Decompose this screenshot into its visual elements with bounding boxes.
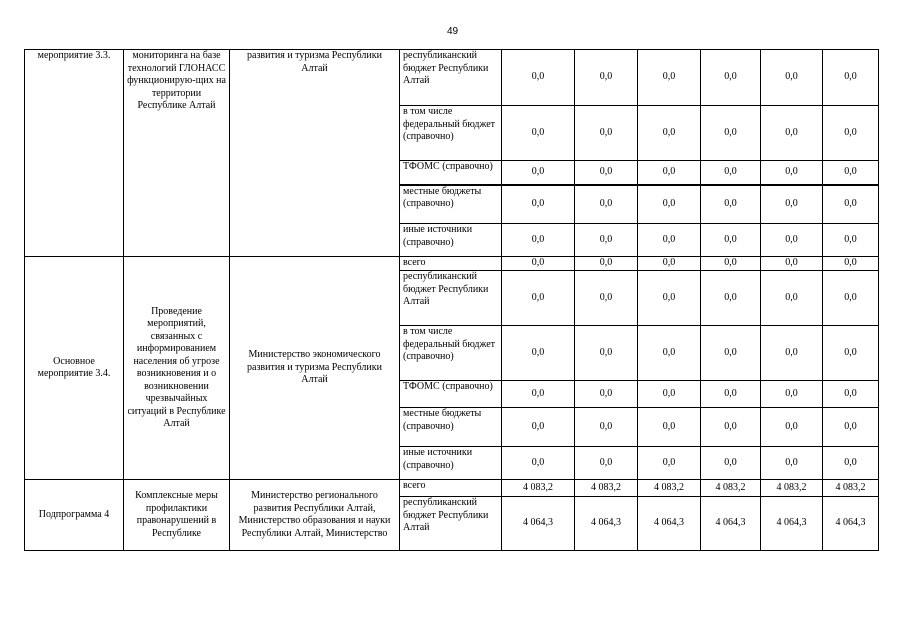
value-cell: 0,0 (761, 326, 823, 381)
value-cell: 0,0 (761, 408, 823, 447)
value-cell: 0,0 (502, 50, 575, 106)
value-cell: 0,0 (638, 257, 701, 271)
executor-cell: развития и туризма Республики Алтай (230, 50, 400, 257)
value-cell: 0,0 (823, 161, 879, 185)
funding-source-cell: республиканский бюджет Республики Алтай (400, 50, 502, 106)
value-cell: 0,0 (575, 185, 638, 224)
description-cell: Проведение мероприятий, связанных с информированием населения об угрозе возникновения и о возникновении чрезвычайных ситуаций в Республике Алтай (124, 257, 230, 480)
value-cell: 0,0 (701, 326, 761, 381)
value-cell: 0,0 (701, 257, 761, 271)
value-cell: 4 064,3 (761, 497, 823, 551)
value-cell: 4 064,3 (638, 497, 701, 551)
value-cell: 0,0 (502, 257, 575, 271)
value-cell: 0,0 (823, 326, 879, 381)
value-cell: 0,0 (638, 185, 701, 224)
activity-cell: мероприятие 3.3. (25, 50, 124, 257)
value-cell: 0,0 (575, 381, 638, 408)
value-cell: 4 083,2 (823, 480, 879, 497)
value-cell: 0,0 (502, 408, 575, 447)
value-cell: 0,0 (638, 106, 701, 161)
value-cell: 0,0 (823, 50, 879, 106)
value-cell: 0,0 (701, 447, 761, 480)
page-number: 49 (446, 26, 459, 37)
funding-source-cell: республиканский бюджет Республики Алтай (400, 271, 502, 326)
funding-source-cell: республиканский бюджет Республики Алтай (400, 497, 502, 551)
value-cell: 0,0 (638, 50, 701, 106)
value-cell: 0,0 (761, 224, 823, 257)
value-cell: 0,0 (502, 161, 575, 185)
funding-source-cell: местные бюджеты (справочно) (400, 408, 502, 447)
funding-source-cell: иные источники (справочно) (400, 447, 502, 480)
value-cell: 0,0 (575, 271, 638, 326)
value-cell: 0,0 (761, 185, 823, 224)
value-cell: 0,0 (575, 50, 638, 106)
value-cell: 0,0 (575, 408, 638, 447)
value-cell: 0,0 (823, 381, 879, 408)
value-cell: 0,0 (701, 408, 761, 447)
value-cell: 0,0 (701, 224, 761, 257)
value-cell: 4 083,2 (502, 480, 575, 497)
description-cell: Комплексные меры профилактики правонарушений в Республике (124, 480, 230, 551)
value-cell: 4 064,3 (502, 497, 575, 551)
value-cell: 0,0 (575, 161, 638, 185)
value-cell: 4 083,2 (575, 480, 638, 497)
activity-cell: Основное мероприятие 3.4. (25, 257, 124, 480)
funding-source-cell: всего (400, 257, 502, 271)
value-cell: 0,0 (575, 447, 638, 480)
value-cell: 0,0 (701, 106, 761, 161)
value-cell: 0,0 (823, 408, 879, 447)
value-cell: 0,0 (823, 271, 879, 326)
executor-cell: Министерство регионального развития Республики Алтай, Министерство образования и науки Республики Алтай, Министерство (230, 480, 400, 551)
funding-source-cell: в том числе федеральный бюджет (справочно) (400, 326, 502, 381)
value-cell: 4 083,2 (701, 480, 761, 497)
value-cell: 0,0 (502, 447, 575, 480)
funding-source-cell: ТФОМС (справочно) (400, 161, 502, 185)
value-cell: 0,0 (761, 271, 823, 326)
executor-cell: Министерство экономического развития и туризма Республики Алтай (230, 257, 400, 480)
value-cell: 0,0 (761, 106, 823, 161)
value-cell: 0,0 (823, 106, 879, 161)
value-cell: 0,0 (823, 257, 879, 271)
value-cell: 0,0 (575, 224, 638, 257)
value-cell: 0,0 (638, 326, 701, 381)
funding-source-cell: всего (400, 480, 502, 497)
value-cell: 0,0 (502, 326, 575, 381)
value-cell: 0,0 (761, 257, 823, 271)
value-cell: 0,0 (575, 106, 638, 161)
value-cell: 0,0 (502, 271, 575, 326)
table-body (25, 50, 879, 551)
value-cell: 0,0 (823, 224, 879, 257)
table-row (25, 50, 879, 106)
description-cell: мониторинга на базе технологий ГЛОНАСС функционирую-щих на территории Республике Алтай (124, 50, 230, 257)
value-cell: 0,0 (638, 224, 701, 257)
value-cell: 0,0 (502, 381, 575, 408)
value-cell: 0,0 (761, 447, 823, 480)
value-cell: 0,0 (823, 447, 879, 480)
value-cell: 0,0 (638, 408, 701, 447)
value-cell: 4 064,3 (575, 497, 638, 551)
value-cell: 0,0 (638, 447, 701, 480)
value-cell: 0,0 (638, 161, 701, 185)
value-cell: 0,0 (761, 161, 823, 185)
value-cell: 0,0 (701, 161, 761, 185)
value-cell: 0,0 (823, 185, 879, 224)
activity-cell: Подпрограмма 4 (25, 480, 124, 551)
value-cell: 0,0 (701, 381, 761, 408)
value-cell: 4 083,2 (638, 480, 701, 497)
value-cell: 4 064,3 (823, 497, 879, 551)
value-cell: 0,0 (701, 271, 761, 326)
value-cell: 0,0 (575, 326, 638, 381)
funding-source-cell: местные бюджеты (справочно) (400, 185, 502, 224)
funding-source-cell: в том числе федеральный бюджет (справочно) (400, 106, 502, 161)
value-cell: 4 083,2 (761, 480, 823, 497)
value-cell: 0,0 (701, 50, 761, 106)
funding-source-cell: иные источники (справочно) (400, 224, 502, 257)
value-cell: 0,0 (502, 106, 575, 161)
budget-table (24, 49, 879, 551)
value-cell: 0,0 (761, 381, 823, 408)
value-cell: 4 064,3 (701, 497, 761, 551)
table-row (25, 480, 879, 497)
value-cell: 0,0 (575, 257, 638, 271)
value-cell: 0,0 (701, 185, 761, 224)
value-cell: 0,0 (638, 381, 701, 408)
value-cell: 0,0 (502, 185, 575, 224)
value-cell: 0,0 (761, 50, 823, 106)
value-cell: 0,0 (638, 271, 701, 326)
value-cell: 0,0 (502, 224, 575, 257)
funding-source-cell: ТФОМС (справочно) (400, 381, 502, 408)
table-row (25, 257, 879, 271)
